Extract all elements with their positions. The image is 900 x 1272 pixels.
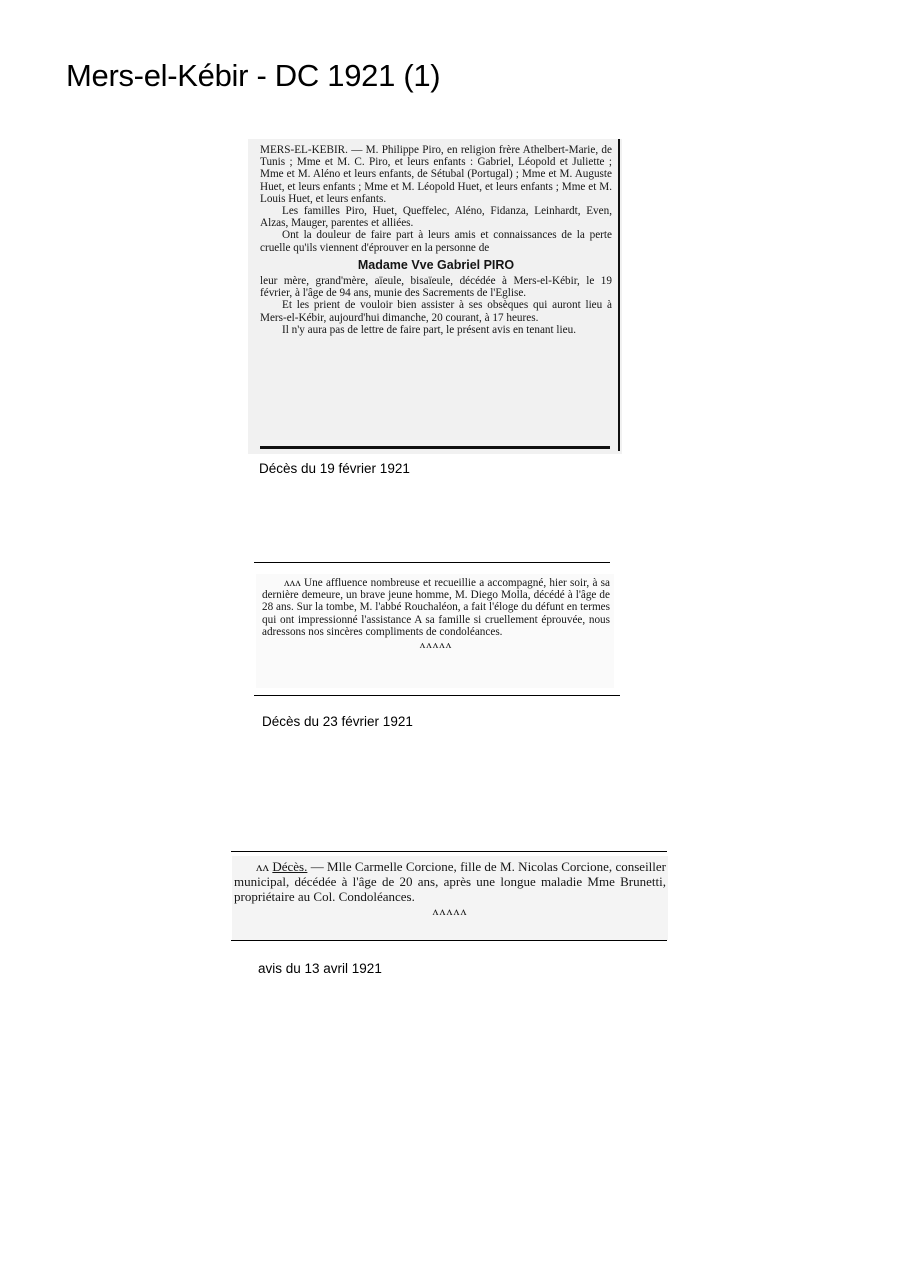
clipping-caption: avis du 13 avril 1921	[258, 961, 382, 976]
clipping-text: — Mlle Carmelle Corcione, fille de M. Nicolas Corcione, conseiller municipal, décédée à l'âge de 20 ans, après une longue maladie Mme Brunetti, propriétaire au Col. Condoléances.	[234, 859, 667, 904]
newspaper-clipping-corcione	[232, 856, 668, 940]
clipping-text: Une affluence nombreuse et recueillie a accompagné, hier soir, à sa dernière demeure, un brave jeune homme, M. Diego Molla, décédé à l'âge de 28 ans. Sur la tombe, M. l'abbé Rouchaléon, a fait l'éloge du défunt en termes qui ont impressionné l'assistance A sa famille si cruellement éprouvée, nous adressons nos sincères compliments de condoléances.	[262, 577, 610, 638]
clipping-paragraph: Ont la douleur de faire part à leurs amis et connaissances de la perte cruelle qu'ils viennent d'éprouver en la personne de	[260, 229, 612, 254]
clipping-paragraph: Les familles Piro, Huet, Queffelec, Aléno, Fidanza, Leinhardt, Even, Alzas, Mauger, parentes et alliées.	[260, 205, 612, 230]
ornament: ᴧᴧᴧᴧᴧ	[432, 904, 468, 918]
clipping-paragraph: Et les prient de vouloir bien assister à ses obsèques qui auront lieu à Mers-el-Kébir, aujourd'hui dimanche, 20 courant, à 17 heures.	[260, 299, 612, 324]
page-title: Mers-el-Kébir - DC 1921 (1)	[66, 58, 441, 93]
divider-line	[254, 562, 610, 563]
divider-line	[231, 940, 667, 941]
clipping-paragraph: Il n'y aura pas de lettre de faire part, le présent avis en tenant lieu.	[282, 323, 577, 336]
deceased-name: Madame Vve Gabriel PIRO	[357, 257, 515, 272]
clipping-caption: Décès du 23 février 1921	[262, 714, 413, 729]
clipping-heading: Décès.	[272, 859, 308, 874]
divider-line	[254, 695, 620, 696]
clipping-paragraph: leur mère, grand'mère, aïeule, bisaïeule, décédée à Mers-el-Kébir, le 19 février, à l'âge de 94 ans, munie des Sacrements de l'Eglise.	[260, 275, 612, 300]
ornament: ᴧᴧᴧᴧᴧ	[419, 639, 453, 652]
ornament: ᴧᴧᴧ	[284, 577, 301, 589]
column-border	[618, 139, 620, 451]
ornament: ᴧᴧ	[256, 859, 269, 874]
clipping-paragraph: MERS-EL-KEBIR. — M. Philippe Piro, en religion frère Athelbert-Marie, de Tunis ; Mme et M. C. Piro, et leurs enfants : Gabriel, Léopold et Juliette ; Mme et M. Aléno et leurs enfants, de Sétubal (Portugal) ; Mme et M. Auguste Huet, et leurs enfants ; Mme et M. Léopold Huet, et leurs enfants ; Mme et M. Louis Huet, et leurs enfants.	[260, 144, 612, 205]
clipping-caption: Décès du 19 février 1921	[259, 461, 410, 476]
newspaper-clipping-molla	[256, 574, 614, 688]
divider-line	[231, 851, 667, 852]
column-divider	[260, 446, 610, 449]
newspaper-clipping-piro	[248, 139, 622, 454]
